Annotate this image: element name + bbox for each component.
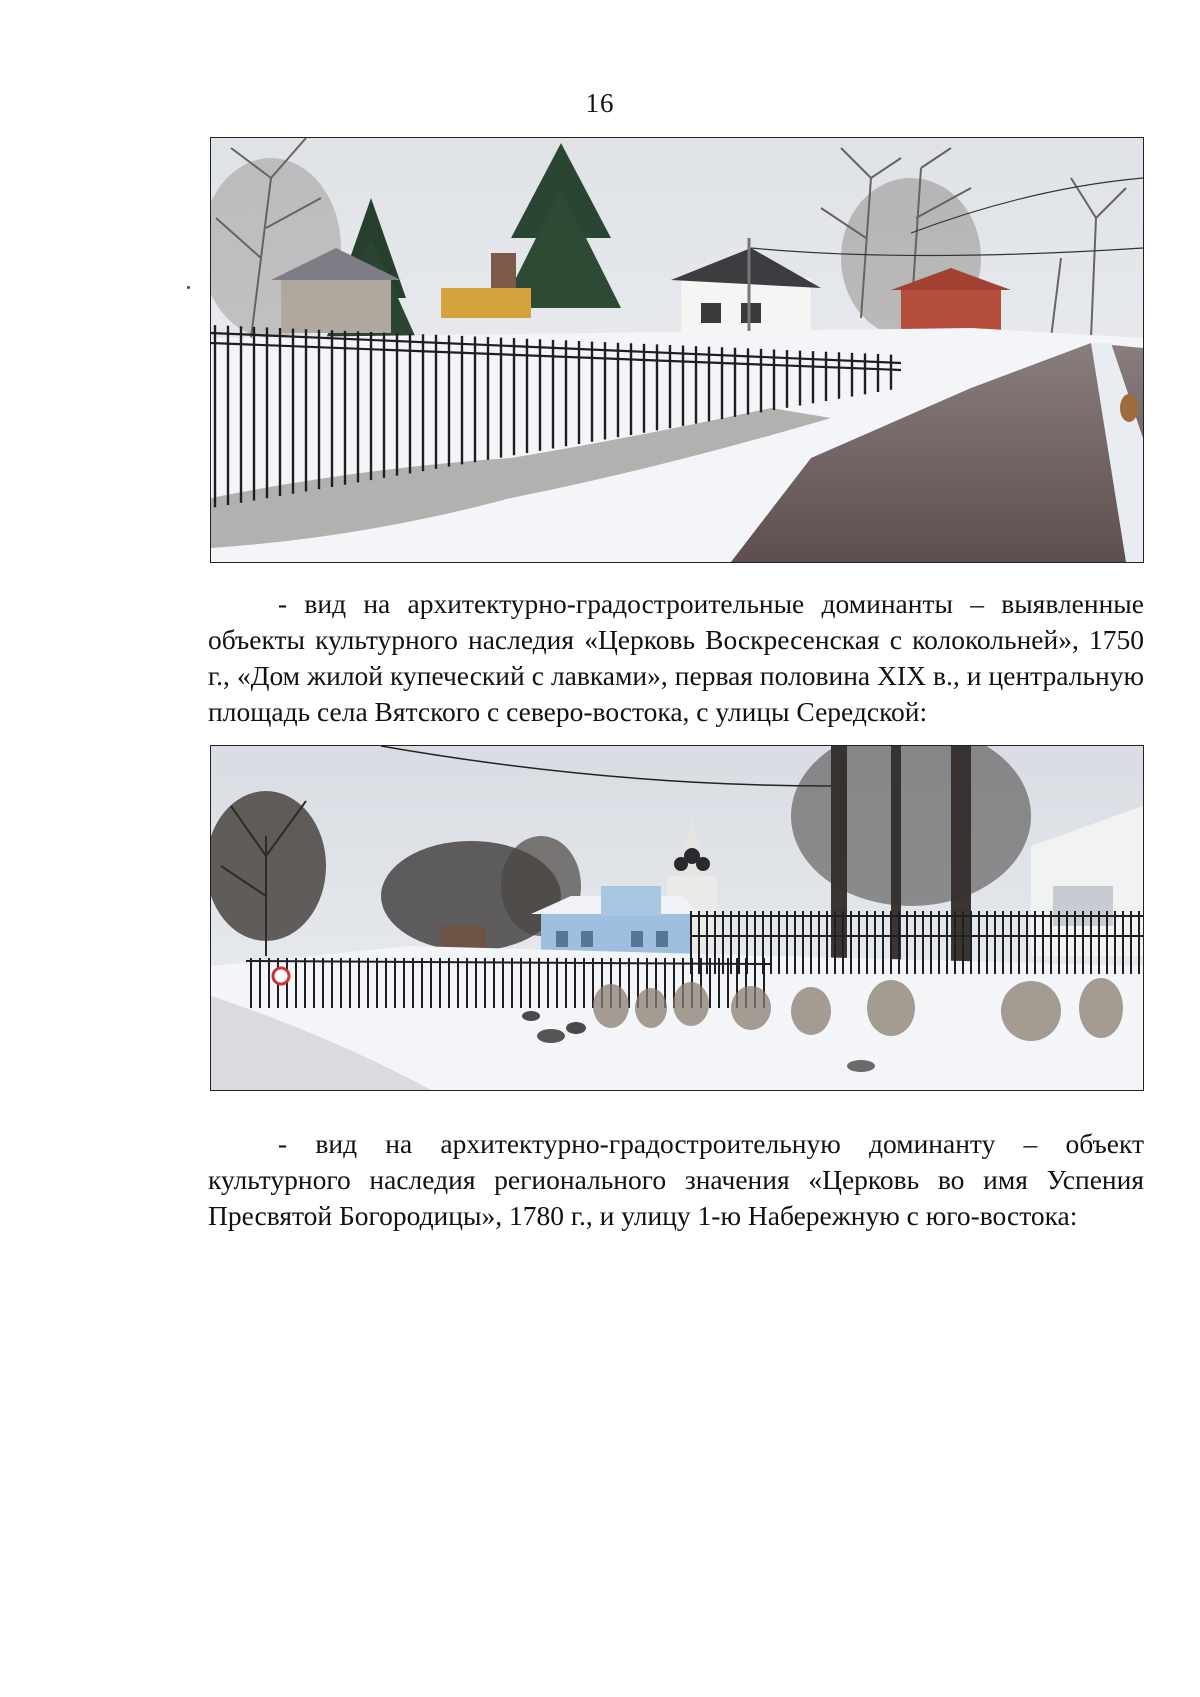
photo-1-drawing <box>211 138 1143 562</box>
page-number: 16 <box>585 88 615 118</box>
paragraph-view-resurrection-church: - вид на архитектурно-градостроительные доминанты – выявленные объекты культурного наследия «Церковь Воскресенская с колокольней», 1750 г., «Дом жилой купеческий с лавками», первая половина XIX в., и центральную площадь села Вятского с северо-востока, с улицы Середской: <box>208 588 1144 727</box>
photo-street-fence-winter <box>210 137 1144 563</box>
photo-village-square-churches <box>210 745 1144 1091</box>
paragraph-view-assumption-church: - вид на архитектурно-градостроительную доминанту – объект культурного наследия регионального значения «Церковь во имя Успения Пресвятой Богородицы», 1780 г., и улицу 1-ю Набережную с юго-востока: <box>208 1128 1144 1231</box>
scan-speck <box>187 286 190 289</box>
photo-2-drawing <box>211 746 1143 1090</box>
